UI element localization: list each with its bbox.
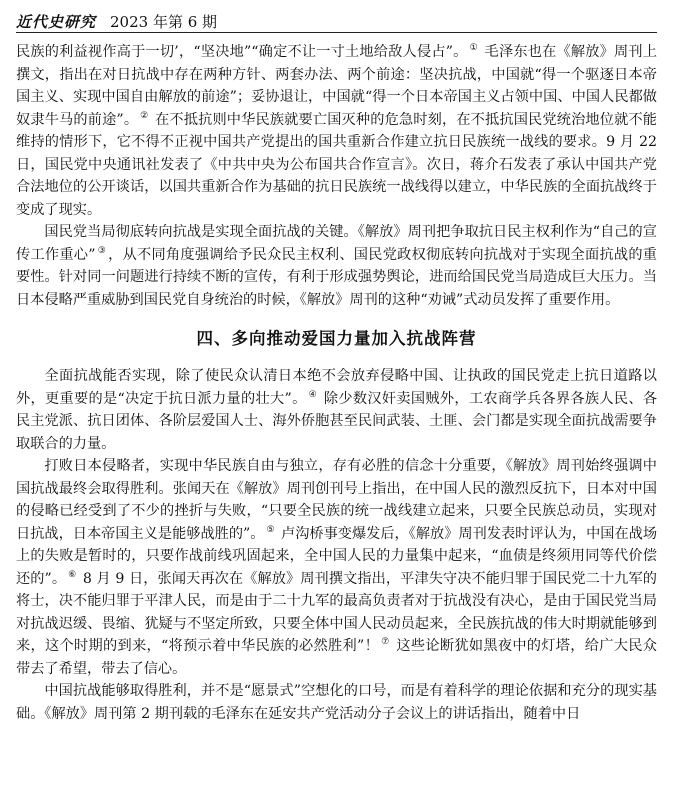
issue-number: 2023 年第 6 期	[110, 13, 218, 31]
paragraph: 打败日本侵略者，实现中华民族自由与独立，存有必胜的信念十分重要，《解放》周刊始终强调中国抗战最终会取得胜利。张闻天在《解放》周刊创刊号上指出，在中国人民的激烈反抗下，日本对中国的侵略已经受到了不少的挫折与失败，“只要全民族的统一战线建立起来，只要全民族总动员，实现对日抗战，日本帝国主义是能够战胜的”。 ⑤ 卢沟桥事变爆发后，《解放》周刊发表时评认为，中国在战场上的失败是暂时的，只要作战前线巩固起来，全中国人民的力量集中起来，“血债是终须用同等代价偿还的”。 ⑥ 8 月 9 日，张闻天再次在《解放》周刊撰文指出，平津失守决不能归罪于国民党二十九军的将士，决不能归罪于平津人民，而是由于二十九军的最高负责者对于抗战没有决心，是由于国民党当局对抗战迟缓、畏缩、犹疑与不坚定所致，只要全体中国人民动员起来，全民族抗战的伟大时期就能够到来，这个时期的到来，“将预示着中华民族的必然胜利”！ ⑦ 这些论断犹如黑夜中的灯塔，给广大民众带去了希望，带去了信心。	[16, 458, 658, 677]
paragraph: 中国抗战能够取得胜利，并不是“愿景式”空想化的口号，而是有着科学的理论依据和充分的现实基础。《解放》周刊第 2 期刊载的毛泽东在延安共产党活动分子会议上的讲话指出，随着中日	[16, 683, 657, 722]
paragraph-continued: 民族的利益视作高于一切’，“坚决地”“确定不让一寸土地给敌人侵占”。 ① 毛泽东也在《解放》周刊上撰文，指出在对日抗战中存在两种方针、两套办法、两个前途：坚决抗战，中国就“得一个驱逐日本帝国主义、实现中国自由解放的前途”；妥协退让，中国就“得一个日本帝国主义占领中国、中国人民都做奴隶牛马的前途”。 ② 在不抵抗则中华民族就要亡国灭种的危急时刻，在不抵抗国民党统治地位就不能维持的情形下，它不得不正视中国共产党提出的国共重新合作建立抗日民族统一战线的要求。9 月 22 日，国民党中央通讯社发表了《中共中央为公布国共合作宣言》。次日，蒋介石发表了承认中国共产党合法地位的公开谈话，以国共重新合作为基础的抗日民族统一战线得以建立，中华民族的全面抗战终于变成了现实。	[16, 43, 658, 218]
footnote-marker: ①	[469, 43, 478, 54]
footnote-marker: ⑤	[266, 524, 275, 535]
footnote-marker: ⑥	[68, 569, 77, 580]
footnote-marker: ⑦	[381, 637, 390, 648]
running-header	[16, 6, 657, 33]
article-body	[16, 41, 657, 725]
paragraph: 全面抗战能否实现，除了使民众认清日本绝不会放弃侵略中国、让执政的国民党走上抗日道路以外，更重要的是“决定于抗日派力量的壮大”。 ④ 除少数汉奸卖国贼外，工农商学兵各界各族人民、各民主党派、抗日团体、各阶层爱国人士、海外侨胞甚至民间武装、土匪、会门都是实现全面抗战需要争取联合的力量。	[16, 368, 658, 452]
footnote-marker: ③	[97, 245, 107, 256]
footnote-marker: ②	[140, 110, 149, 121]
section-heading: 四、多向推动爱国力量加入抗战阵营	[196, 329, 477, 348]
footnote-marker: ④	[308, 389, 318, 400]
journal-name: 近代史研究	[16, 13, 97, 31]
paragraph: 国民党当局彻底转向抗战是实现全面抗战的关键。《解放》周刊把争取抗日民主权利作为“自己的宣传工作重心” ③ ，从不同角度强调给予民众民主权利、国民党政权彻底转向抗战对于实现全面抗战的重要性。针对同一问题进行持续不断的宣传，有利于形成强势舆论，进而给国民党当局造成巨大压力。当日本侵略严重威胁到国民党自身统治的时候，《解放》周刊的这种“劝诫”式动员发挥了重要作用。	[16, 224, 657, 308]
